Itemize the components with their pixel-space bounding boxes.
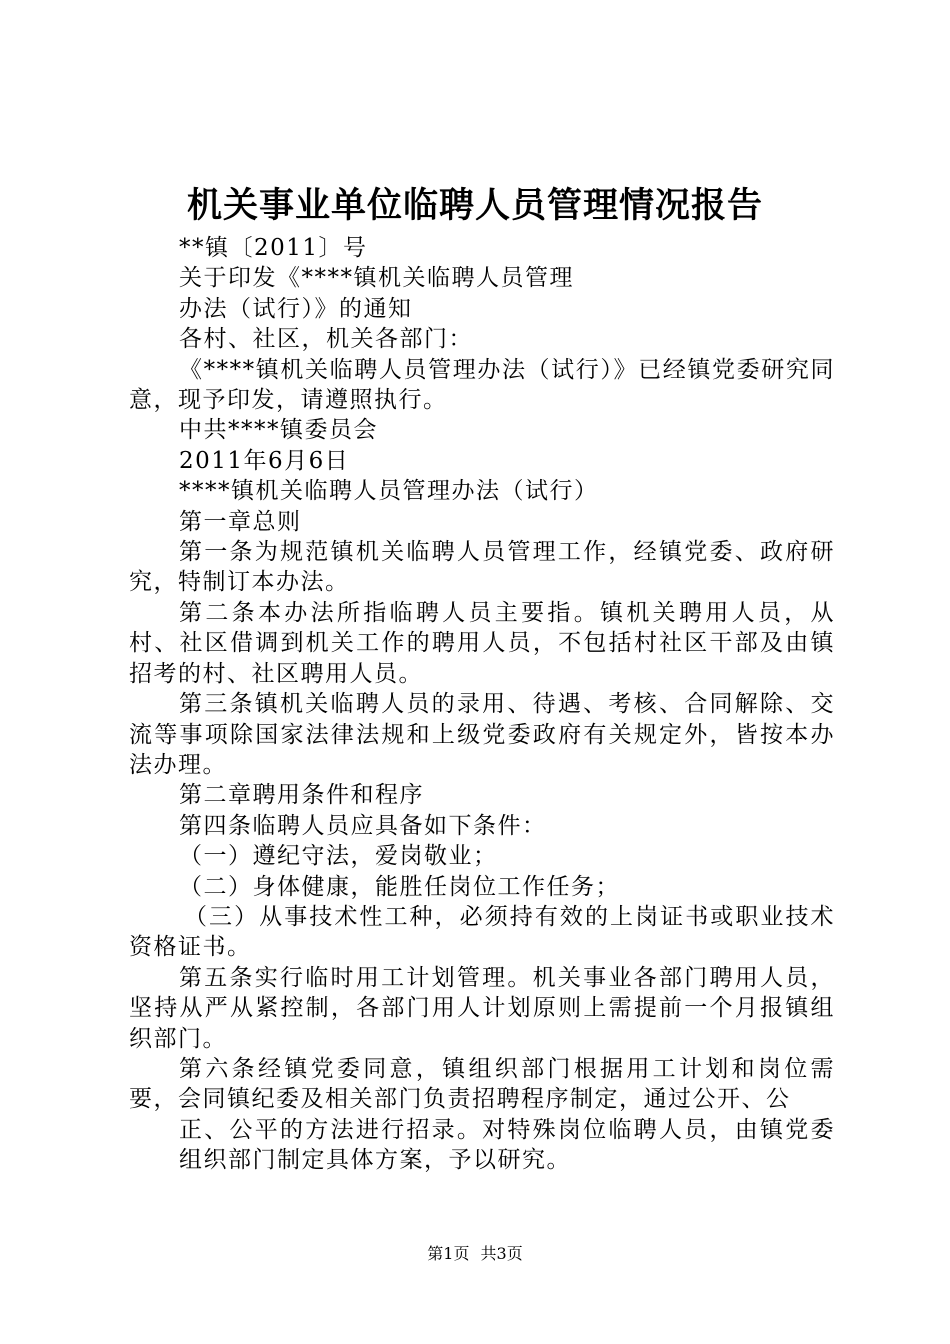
article-paragraph: 第二条本办法所指临聘人员主要指。镇机关聘用人员，从村、社区借调到机关工作的聘用人员，不包括村社区干部及由镇招考的村、社区聘用人员。 [129,599,835,687]
list-item: （二）身体健康，能胜任岗位工作任务； [179,873,620,900]
article-paragraph: 第四条临聘人员应具备如下条件： [179,812,547,839]
page-number: 第1页 [427,1244,470,1263]
chapter-heading: 第二章聘用条件和程序 [179,782,424,809]
issuer: 中共****镇委员会 [179,417,378,444]
list-item: （三）从事技术性工种，必须持有效的上岗证书或职业技术资格证书。 [129,903,835,961]
notice-title-line-2: 办法（试行）》的通知 [179,295,413,322]
page-total: 共3页 [480,1244,523,1263]
recipients: 各村、社区，机关各部门： [179,326,473,353]
document-title: 机关事业单位临聘人员管理情况报告 [186,185,763,226]
doc-number: **镇〔2011〕号 [179,235,368,261]
article-paragraph: 第六条经镇党委同意，镇组织部门根据用工计划和岗位需要，会同镇纪委及相关部门负责招聘程序制定，通过公开、公 [129,1055,835,1113]
paragraph: 《****镇机关临聘人员管理办法（试行）》已经镇党委研究同意，现予印发，请遵照执行。 [129,356,835,414]
page-footer [0,1243,950,1265]
issue-date: 2011年6月6日 [179,447,350,474]
article-paragraph: 第五条实行临时用工计划管理。机关事业各部门聘用人员，坚持从严从紧控制，各部门用人计划原则上需提前一个月报镇组织部门。 [129,964,835,1052]
chapter-heading: 第一章总则 [179,508,302,535]
article-paragraph: 第三条镇机关临聘人员的录用、待遇、考核、合同解除、交流等事项除国家法律法规和上级党委政府有关规定外，皆按本办法办理。 [129,691,835,778]
document-body [129,233,835,1176]
list-item: （一）遵纪守法，爱岗敬业； [179,843,498,870]
notice-title-line-1: 关于印发《****镇机关临聘人员管理 [179,265,574,292]
article-paragraph-continued: 正、公平的方法进行招录。对特殊岗位临聘人员，由镇党委组织部门制定具体方案，予以研究。 [179,1116,835,1174]
measures-title: ****镇机关临聘人员管理办法（试行） [179,478,599,505]
article-paragraph: 第一条为规范镇机关临聘人员管理工作，经镇党委、政府研究，特制订本办法。 [129,539,835,596]
